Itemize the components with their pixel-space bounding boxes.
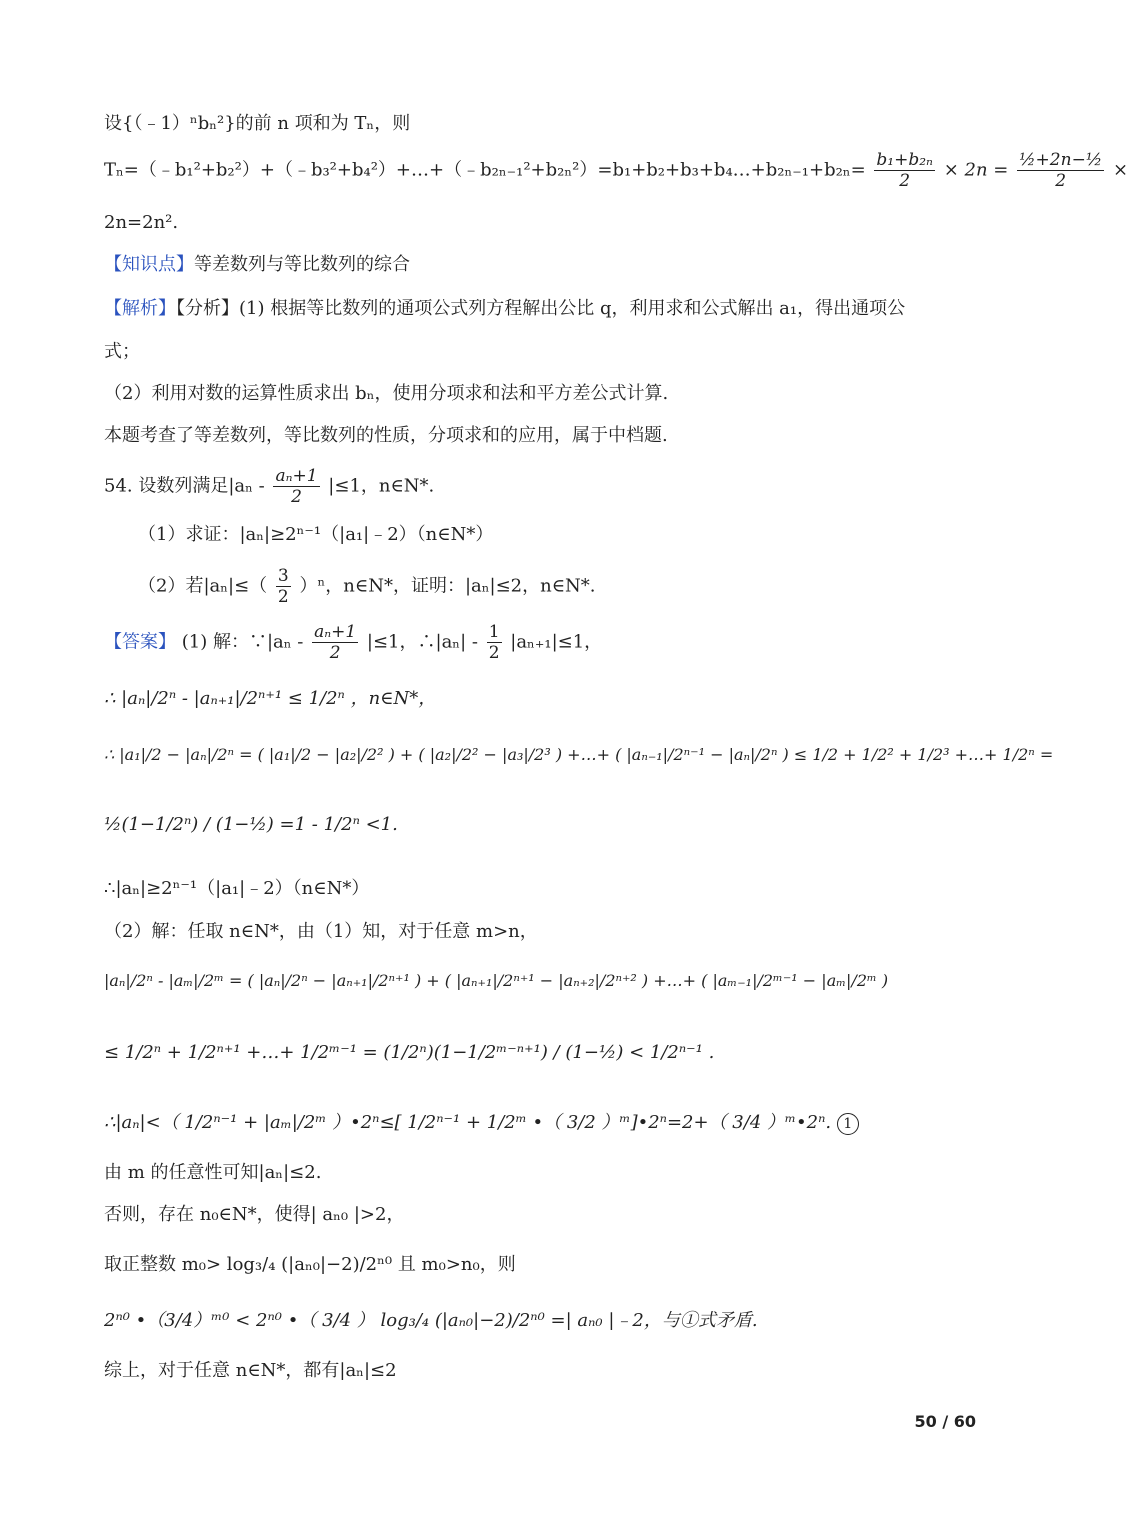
denominator: 2 — [488, 643, 500, 663]
numerator: ½+2n−½ — [1019, 150, 1103, 170]
circled-number: 1 — [837, 1113, 859, 1135]
text-line: 设{（﹣1）ⁿbₙ²}的前 n 项和为 Tₙ，则 — [104, 113, 411, 134]
text-line: 式； — [104, 341, 140, 362]
numerator: aₙ+1 — [275, 466, 318, 486]
formula-line: ∴ |aₙ|/2ⁿ - |aₙ₊₁|/2ⁿ⁺¹ ≤ 1/2ⁿ ，n∈N*， — [104, 688, 437, 709]
fraction — [312, 622, 358, 663]
page-number: 50 / 60 — [914, 1412, 976, 1431]
text-line: 本题考查了等差数列，等比数列的性质，分项求和的应用，属于中档题. — [104, 425, 668, 446]
formula-line: ∴ |a₁|/2 − |aₙ|/2ⁿ = ( |a₁|/2 − |a₂|/2² ) + ( |a₂|/2² − |a₃|/2³ ) +…+ ( |aₙ₋₁|/2ⁿ⁻¹ − |aₙ|/2ⁿ ) ≤ 1/2 + 1/2² + 1/2³ +…+ 1/2ⁿ = — [104, 745, 1054, 764]
text-line: 2n=2n². — [104, 212, 179, 233]
formula-text: × 2n = — [943, 159, 1009, 181]
formula-text: × — [1113, 159, 1128, 181]
text-line: （1）求证：|aₙ|≥2ⁿ⁻¹（|a₁|﹣2）（n∈N*） — [138, 524, 494, 545]
text: 54. 设数列满足|aₙ - — [104, 475, 265, 497]
text: （2）若|aₙ|≤（ — [138, 575, 268, 597]
formula-line: ≤ 1/2ⁿ + 1/2ⁿ⁺¹ +…+ 1/2ᵐ⁻¹ = (1/2ⁿ)(1−1/2ᵐ⁻ⁿ⁺¹) / (1−½) < 1/2ⁿ⁻¹ . — [104, 1042, 715, 1063]
numerator: aₙ+1 — [314, 622, 357, 642]
denominator: 2 — [291, 487, 302, 507]
text-line: 综上，对于任意 n∈N*，都有|aₙ|≤2 — [104, 1360, 397, 1381]
text-line: 否则，存在 n₀∈N*，使得| aₙ₀ |>2， — [104, 1204, 405, 1225]
fraction — [874, 150, 935, 191]
formula-line: ½(1−1/2ⁿ) / (1−½) =1 - 1/2ⁿ <1. — [104, 814, 398, 835]
knowledge-line — [104, 252, 980, 278]
fraction — [273, 466, 319, 507]
formula-text: ∴|aₙ|<（ 1/2ⁿ⁻¹ + |aₘ|/2ᵐ ）•2ⁿ≤[ 1/2ⁿ⁻¹ + 1/2ᵐ •（ 3/2 ）ᵐ]•2ⁿ=2+（ 3/4 ）ᵐ•2ⁿ. — [104, 1112, 832, 1133]
text: |≤1，n∈N*. — [328, 475, 435, 497]
text: 【分析】(1) 根据等比数列的通项公式列方程解出公比 q，利用求和公式解出 a₁，得出通项公 — [176, 298, 906, 319]
formula-line — [104, 150, 1128, 191]
text: 等差数列与等比数列的综合 — [194, 254, 410, 275]
section-tag: 【答案】 — [104, 631, 176, 653]
denominator: 2 — [899, 171, 911, 191]
question-54 — [104, 466, 980, 507]
numerator: b₁+b₂ₙ — [876, 150, 933, 170]
formula-line: 2ⁿ⁰ •（3/4）ᵐ⁰ < 2ⁿ⁰ •（ 3/4 ） log₃/₄ (|aₙ₀|−2)/2ⁿ⁰ =| aₙ₀ |﹣2，与①式矛盾. — [104, 1310, 758, 1331]
denominator: 2 — [277, 587, 289, 607]
fraction — [1017, 150, 1104, 191]
formula-line — [104, 1110, 980, 1136]
text: |aₙ₊₁|≤1， — [510, 631, 603, 653]
formula-line: |aₙ|/2ⁿ - |aₘ|/2ᵐ = ( |aₙ|/2ⁿ − |aₙ₊₁|/2ⁿ⁺¹ ) + ( |aₙ₊₁|/2ⁿ⁺¹ − |aₙ₊₂|/2ⁿ⁺² ) +…+ ( |aₘ₋₁|/2ᵐ⁻¹ − |aₘ|/2ᵐ ) — [104, 971, 889, 990]
denominator: 2 — [329, 643, 341, 663]
analysis-line — [104, 296, 980, 322]
fraction — [487, 622, 502, 663]
numerator: 1 — [488, 622, 500, 642]
text: |≤1，∴|aₙ| - — [366, 631, 478, 653]
answer-line — [104, 622, 980, 663]
text-line: （2）解：任取 n∈N*，由（1）知，对于任意 m>n， — [104, 921, 538, 942]
text: (1) 解：∵|aₙ - — [181, 631, 304, 653]
text-line: 取正整数 m₀> log₃/₄ (|aₙ₀|−2)/2ⁿ⁰ 且 m₀>n₀，则 — [104, 1254, 516, 1275]
section-tag: 【知识点】 — [104, 254, 194, 275]
section-tag: 【解析】 — [104, 298, 176, 319]
text-line: 由 m 的任意性可知|aₙ|≤2. — [104, 1162, 322, 1183]
fraction — [276, 566, 291, 607]
text: ）ⁿ，n∈N*，证明：|aₙ|≤2，n∈N*. — [299, 575, 596, 597]
denominator: 2 — [1055, 171, 1067, 191]
formula-text: Tₙ=（﹣b₁²+b₂²）+（﹣b₃²+b₄²）+…+（﹣b₂ₙ₋₁²+b₂ₙ²）=b₁+b₂+b₃+b₄…+b₂ₙ₋₁+b₂ₙ= — [104, 159, 866, 181]
question-part-2 — [138, 566, 980, 607]
numerator: 3 — [277, 566, 289, 586]
text-line: （2）利用对数的运算性质求出 bₙ，使用分项求和法和平方差公式计算. — [104, 383, 669, 404]
text-line: ∴|aₙ|≥2ⁿ⁻¹（|a₁|﹣2）（n∈N*） — [104, 878, 370, 899]
